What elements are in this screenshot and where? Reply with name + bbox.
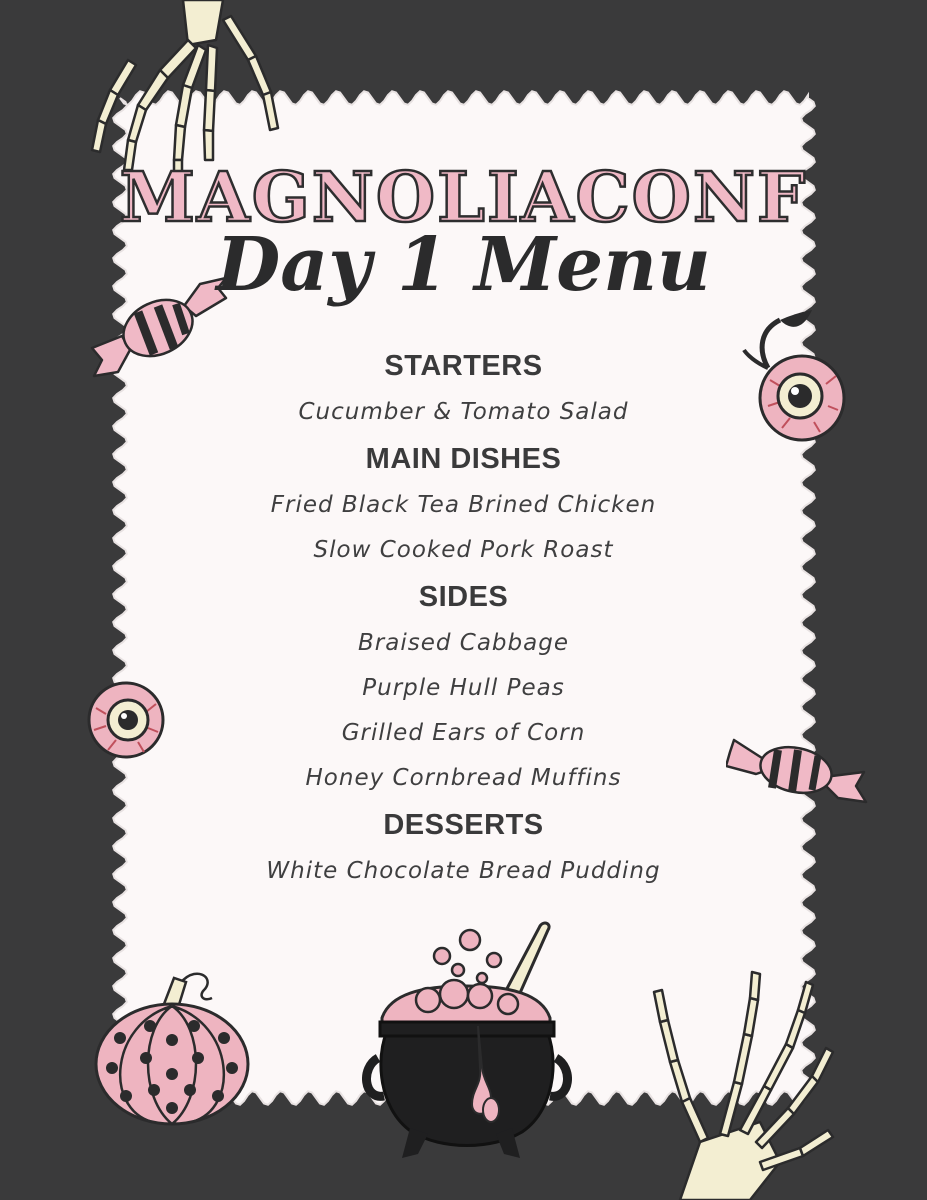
menu-item: Honey Cornbread Muffins [305, 765, 622, 791]
menu-item: Cucumber & Tomato Salad [298, 399, 629, 425]
section-heading: DESSERTS [383, 809, 544, 841]
menu-section-sides [0, 573, 927, 801]
menu-section-desserts [0, 801, 927, 894]
section-heading: STARTERS [384, 350, 543, 382]
menu-item: Purple Hull Peas [362, 675, 565, 701]
skeleton-hand-bottom-icon [640, 962, 850, 1200]
event-title: MAGNOLIACONF [119, 158, 808, 238]
section-heading: SIDES [418, 581, 509, 613]
menu-item: Fried Black Tea Brined Chicken [270, 492, 657, 518]
menu-item: Braised Cabbage [358, 630, 569, 656]
menu-item: Slow Cooked Pork Roast [313, 537, 614, 563]
menu-title: Day 1 Menu [216, 222, 711, 308]
cauldron-icon [362, 918, 572, 1173]
menu-item: White Chocolate Bread Pudding [266, 858, 661, 884]
section-heading: MAIN DISHES [365, 443, 562, 475]
menu-item: Grilled Ears of Corn [341, 720, 586, 746]
menu-section-starters [0, 342, 927, 435]
menu-list [0, 342, 927, 894]
menu-section-main-dishes [0, 435, 927, 573]
pumpkin-icon [90, 968, 255, 1128]
